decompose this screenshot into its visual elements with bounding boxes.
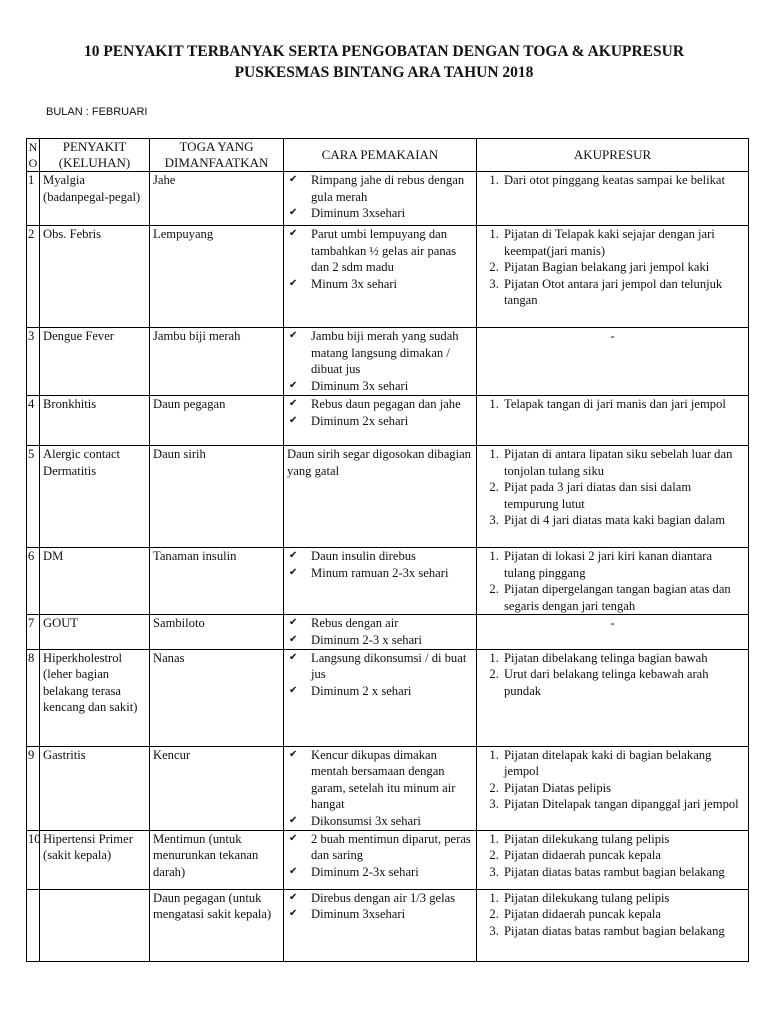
cara-item: ✔ Diminum 3x sehari bbox=[287, 378, 473, 395]
penyakit-cell: Alergic contact Dermatitis bbox=[40, 446, 150, 548]
akupresur-empty: - bbox=[610, 616, 615, 631]
penyakit-cell: DM bbox=[40, 548, 150, 615]
table-row bbox=[27, 226, 749, 328]
cara-item: ✔ Langsung dikonsumsi / di buat jus bbox=[287, 650, 473, 683]
toga-cell: Nanas bbox=[150, 649, 284, 746]
table-header-row bbox=[27, 139, 749, 172]
akupresur-cell bbox=[477, 226, 749, 328]
cara-pemakaian-cell bbox=[284, 615, 477, 649]
cara-item: ✔ Direbus dengan air 1/3 gelas bbox=[287, 890, 473, 907]
cara-item: ✔ Minum 3x sehari bbox=[287, 276, 473, 293]
akupresur-item: 2. Pijatan didaerah puncak kepala bbox=[502, 847, 745, 864]
penyakit-cell: Bronkhitis bbox=[40, 396, 150, 446]
akupresur-item: 3. Pijatan Ditelapak tangan dipanggal jari jempol bbox=[502, 796, 745, 813]
cara-item: ✔ Diminum 2 x sehari bbox=[287, 683, 473, 700]
header-penyakit: PENYAKIT (KELUHAN) bbox=[40, 139, 150, 172]
cara-item: ✔ Diminum 2-3 x sehari bbox=[287, 632, 473, 649]
toga-cell: Sambiloto bbox=[150, 615, 284, 649]
cara-item: ✔ Rebus dengan air bbox=[287, 615, 473, 632]
akupresur-list bbox=[480, 548, 745, 614]
toga-cell: Mentimun (untuk menurunkan tekanan darah) bbox=[150, 830, 284, 889]
akupresur-list bbox=[480, 226, 745, 309]
cara-list bbox=[287, 650, 473, 700]
header-akupresur: AKUPRESUR bbox=[477, 139, 749, 172]
penyakit-cell: Hiperkholestrol (leher bagian belakang terasa kencang dan sakit) bbox=[40, 649, 150, 746]
akupresur-cell bbox=[477, 328, 749, 396]
akupresur-item: 1. Pijatan di antara lipatan siku sebelah luar dan tonjolan tulang siku bbox=[502, 446, 745, 479]
cara-item: ✔ Minum ramuan 2-3x sehari bbox=[287, 565, 473, 582]
cara-list bbox=[287, 831, 473, 881]
akupresur-item: 1. Pijatan dilekukang tulang pelipis bbox=[502, 831, 745, 848]
cara-list bbox=[287, 328, 473, 394]
penyakit-cell: Dengue Fever bbox=[40, 328, 150, 396]
cara-pemakaian-cell bbox=[284, 649, 477, 746]
toga-cell: Kencur bbox=[150, 746, 284, 830]
row-number: 9 bbox=[27, 746, 40, 830]
table-row bbox=[27, 548, 749, 615]
akupresur-cell bbox=[477, 446, 749, 548]
table-row bbox=[27, 830, 749, 889]
row-number: 3 bbox=[27, 328, 40, 396]
toga-cell: Daun sirih bbox=[150, 446, 284, 548]
akupresur-empty: - bbox=[610, 329, 615, 343]
row-number: 5 bbox=[27, 446, 40, 548]
cara-item: ✔ Diminum 3xsehari bbox=[287, 906, 473, 923]
header-toga: TOGA YANG DIMANFAATKAN bbox=[150, 139, 284, 172]
row-number bbox=[27, 889, 40, 961]
cara-list bbox=[287, 548, 473, 581]
akupresur-list bbox=[480, 172, 745, 189]
penyakit-cell: GOUT bbox=[40, 615, 150, 649]
header-no: N O bbox=[27, 139, 40, 172]
akupresur-item: 1. Pijatan di Telapak kaki sejajar dengan jari keempat(jari manis) bbox=[502, 226, 745, 259]
akupresur-cell bbox=[477, 396, 749, 446]
row-number: 10 bbox=[27, 830, 40, 889]
penyakit-cell: Hipertensi Primer (sakit kepala) bbox=[40, 830, 150, 889]
toga-cell: Daun pegagan bbox=[150, 396, 284, 446]
akupresur-item: 1. Pijatan dibelakang telinga bagian bawah bbox=[502, 650, 745, 667]
cara-pemakaian-cell bbox=[284, 226, 477, 328]
penyakit-cell: Gastritis bbox=[40, 746, 150, 830]
toga-cell: Lempuyang bbox=[150, 226, 284, 328]
akupresur-item: 3. Pijatan Otot antara jari jempol dan telunjuk tangan bbox=[502, 276, 745, 309]
akupresur-item: 2. Pijatan Diatas pelipis bbox=[502, 780, 745, 797]
cara-item: ✔ 2 buah mentimun diparut, peras dan saring bbox=[287, 831, 473, 864]
treatment-table bbox=[26, 138, 749, 962]
akupresur-item: 2. Pijatan didaerah puncak kepala bbox=[502, 906, 745, 923]
document-title: 10 PENYAKIT TERBANYAK SERTA PENGOBATAN DENGAN TOGA & AKUPRESUR bbox=[83, 43, 685, 60]
akupresur-item: 3. Pijatan diatas batas rambut bagian belakang bbox=[502, 864, 745, 881]
cara-text: Daun sirih segar digosokan dibagian yang gatal bbox=[287, 447, 471, 478]
toga-cell: Tanaman insulin bbox=[150, 548, 284, 615]
cara-item: ✔ Diminum 3xsehari bbox=[287, 205, 473, 222]
akupresur-list bbox=[480, 650, 745, 700]
cara-list bbox=[287, 747, 473, 830]
cara-item: ✔ Rebus daun pegagan dan jahe bbox=[287, 396, 473, 413]
table-row bbox=[27, 615, 749, 649]
cara-pemakaian-cell bbox=[284, 889, 477, 961]
akupresur-item: 1. Pijatan dilekukang tulang pelipis bbox=[502, 890, 745, 907]
toga-cell: Jambu biji merah bbox=[150, 328, 284, 396]
toga-cell: Jahe bbox=[150, 172, 284, 226]
cara-item: ✔ Dikonsumsi 3x sehari bbox=[287, 813, 473, 830]
row-number: 6 bbox=[27, 548, 40, 615]
table-row bbox=[27, 396, 749, 446]
akupresur-cell bbox=[477, 172, 749, 226]
table-row bbox=[27, 328, 749, 396]
akupresur-cell bbox=[477, 615, 749, 649]
cara-pemakaian-cell bbox=[284, 172, 477, 226]
month-label: BULAN : FEBRUARI bbox=[46, 106, 148, 118]
akupresur-item: 3. Pijat di 4 jari diatas mata kaki bagian dalam bbox=[502, 512, 745, 529]
akupresur-list bbox=[480, 446, 745, 529]
akupresur-item: 2. Pijat pada 3 jari diatas dan sisi dalam tempurung lutut bbox=[502, 479, 745, 512]
akupresur-list bbox=[480, 396, 745, 413]
cara-pemakaian-cell bbox=[284, 830, 477, 889]
header-cara: CARA PEMAKAIAN bbox=[284, 139, 477, 172]
akupresur-item: 3. Pijatan diatas batas rambut bagian belakang bbox=[502, 923, 745, 940]
row-number: 4 bbox=[27, 396, 40, 446]
cara-item: ✔ Diminum 2x sehari bbox=[287, 413, 473, 430]
row-number: 2 bbox=[27, 226, 40, 328]
cara-pemakaian-cell bbox=[284, 396, 477, 446]
cara-item: ✔ Kencur dikupas dimakan mentah bersamaan dengan garam, setelah itu minum air hangat bbox=[287, 747, 473, 813]
cara-list bbox=[287, 226, 473, 292]
cara-pemakaian-cell bbox=[284, 446, 477, 548]
cara-item: ✔ Diminum 2-3x sehari bbox=[287, 864, 473, 881]
cara-list bbox=[287, 890, 473, 923]
akupresur-cell bbox=[477, 830, 749, 889]
table-row bbox=[27, 746, 749, 830]
penyakit-cell bbox=[40, 889, 150, 961]
akupresur-cell bbox=[477, 746, 749, 830]
akupresur-item: 1. Pijatan ditelapak kaki di bagian belakang jempol bbox=[502, 747, 745, 780]
cara-list bbox=[287, 172, 473, 222]
cara-pemakaian-cell bbox=[284, 548, 477, 615]
row-number: 1 bbox=[27, 172, 40, 226]
cara-item: ✔ Jambu biji merah yang sudah matang langsung dimakan / dibuat jus bbox=[287, 328, 473, 378]
akupresur-list bbox=[480, 831, 745, 881]
row-number: 7 bbox=[27, 615, 40, 649]
table-row bbox=[27, 889, 749, 961]
akupresur-list bbox=[480, 747, 745, 813]
penyakit-cell: Myalgia (badanpegal-pegal) bbox=[40, 172, 150, 226]
akupresur-cell bbox=[477, 649, 749, 746]
table-row bbox=[27, 649, 749, 746]
akupresur-item: 1. Pijatan di lokasi 2 jari kiri kanan diantara tulang pinggang bbox=[502, 548, 745, 581]
cara-list bbox=[287, 396, 473, 429]
toga-cell: Daun pegagan (untuk mengatasi sakit kepala) bbox=[150, 889, 284, 961]
cara-pemakaian-cell bbox=[284, 328, 477, 396]
akupresur-item: 2. Pijatan dipergelangan tangan bagian atas dan segaris dengan jari tengah bbox=[502, 581, 745, 614]
akupresur-item: 1. Telapak tangan di jari manis dan jari jempol bbox=[502, 396, 745, 413]
document-subtitle: PUSKESMAS BINTANG ARA TAHUN 2018 bbox=[234, 64, 534, 81]
table-row bbox=[27, 172, 749, 226]
cara-item: ✔ Daun insulin direbus bbox=[287, 548, 473, 565]
akupresur-item: 2. Pijatan Bagian belakang jari jempol kaki bbox=[502, 259, 745, 276]
akupresur-item: 2. Urut dari belakang telinga kebawah arah pundak bbox=[502, 666, 745, 699]
akupresur-cell bbox=[477, 548, 749, 615]
akupresur-list bbox=[480, 890, 745, 940]
akupresur-item: 1. Dari otot pinggang keatas sampai ke belikat bbox=[502, 172, 745, 189]
row-number: 8 bbox=[27, 649, 40, 746]
cara-item: ✔ Parut umbi lempuyang dan tambahkan ½ gelas air panas dan 2 sdm madu bbox=[287, 226, 473, 276]
cara-item: ✔ Rimpang jahe di rebus dengan gula merah bbox=[287, 172, 473, 205]
cara-list bbox=[287, 615, 473, 648]
table-row bbox=[27, 446, 749, 548]
cara-pemakaian-cell bbox=[284, 746, 477, 830]
akupresur-cell bbox=[477, 889, 749, 961]
penyakit-cell: Obs. Febris bbox=[40, 226, 150, 328]
